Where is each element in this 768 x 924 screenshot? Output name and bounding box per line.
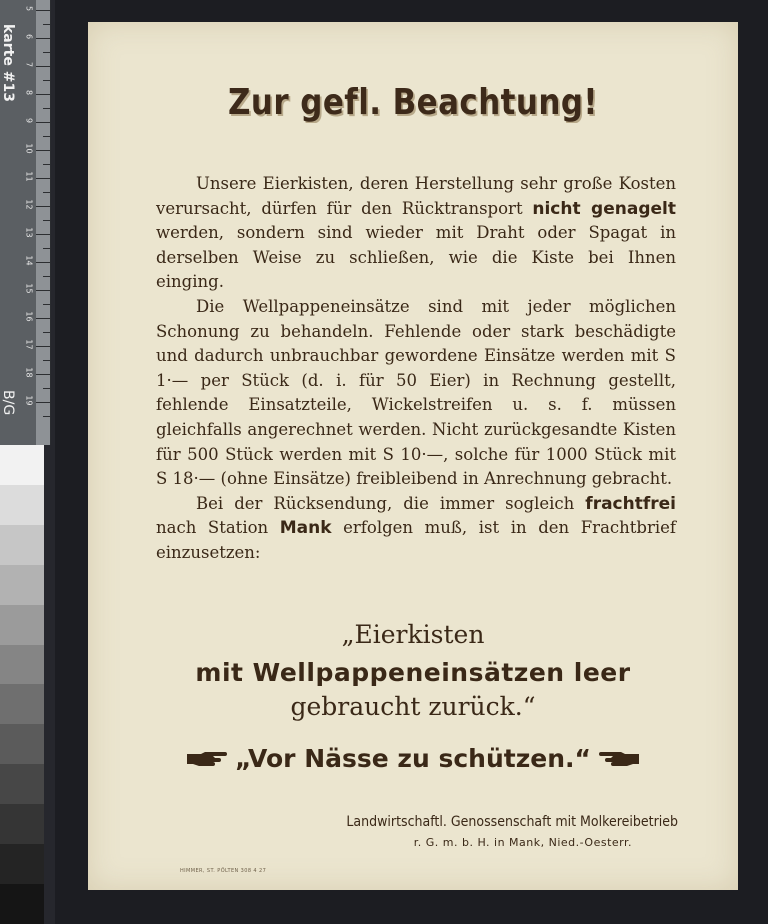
quote-line-2: mit Wellpappeneinsätzen leer [195, 658, 631, 687]
ruler-number: 5 [24, 5, 34, 12]
ruler-number: 13 [24, 227, 34, 238]
ruler-minor-tick [43, 416, 50, 417]
ruler-minor-tick [43, 388, 50, 389]
ruler-number: 19 [24, 395, 34, 406]
poster [88, 22, 738, 890]
ruler-number: 10 [24, 143, 34, 154]
p3-bold-frachtfrei: frachtfrei [585, 493, 676, 514]
paragraph-1 [156, 172, 676, 295]
gray-patch [0, 645, 44, 685]
warning-line [88, 744, 738, 773]
ruler-number: 6 [24, 33, 34, 40]
grayscale-card [0, 445, 44, 924]
ruler-minor-tick [43, 24, 50, 25]
ruler-tick [36, 94, 50, 95]
warning-text: „Vor Nässe zu schützen.“ [235, 744, 591, 773]
ruler-tick [36, 10, 50, 11]
ruler-minor-tick [43, 220, 50, 221]
ruler-minor-tick [43, 136, 50, 137]
p3-text-e: erfolgen muß, ist in den Frachtbrief einzusetzen: [156, 518, 677, 562]
gray-patch [0, 884, 44, 924]
gray-patch [0, 844, 44, 884]
ruler-tick [36, 234, 50, 235]
ruler-tick [36, 38, 50, 39]
printer-imprint: HIMMER, ST. PÖLTEN 308 4 27 [180, 868, 267, 874]
p1-text-c: werden, sondern sind wieder mit Draht oder Spagat in derselben Weise zu schließen, wie die Kiste bei Ihnen einging. [156, 223, 676, 292]
signature-location: r. G. m. b. H. in Mank, Nied.-Oesterr. [413, 836, 632, 849]
ruler-tick [36, 346, 50, 347]
gray-patch [0, 605, 44, 645]
ruler-tick [36, 262, 50, 263]
poster-body [156, 172, 676, 566]
ruler-minor-tick [43, 248, 50, 249]
ruler-number: 15 [24, 283, 34, 294]
ruler-tick [36, 150, 50, 151]
gray-patch [0, 525, 44, 565]
ruler-number: 8 [24, 89, 34, 96]
p1-bold: nicht genagelt [532, 198, 676, 219]
paragraph-3 [156, 492, 676, 566]
p3-bold-mank: Mank [279, 518, 332, 539]
gray-patch [0, 724, 44, 764]
ruler-tick [36, 66, 50, 67]
p3-text-c: nach Station [156, 518, 280, 538]
ruler-number: 14 [24, 255, 34, 266]
quote-line-3: gebraucht zurück.“ [290, 692, 536, 721]
ruler-minor-tick [43, 192, 50, 193]
ruler-number: 12 [24, 199, 34, 210]
ruler-minor-tick [43, 108, 50, 109]
ruler-minor-tick [43, 332, 50, 333]
paragraph-2: Die Wellpappeneinsätze sind mit jeder möglichen Schonung zu behandeln. Fehlende oder stark beschädigte und dadurch unbrauchbar gewordene Einsätze werden mit S 1·— per Stück (d. i. für 50 Eier) in Rechnung gestellt, fehlende Einsatzteile, Wickelstreifen u. s. f. müssen gleichfalls angerechnet werden. Nicht zurückgesandte Kisten für 500 Stück werden mit S 10·—, solche für 1000 Stück mit S 18·— (ohne Einsätze) freibleibend in Anrechnung gebracht. [156, 296, 676, 489]
ruler-number: 16 [24, 311, 34, 322]
pointing-hand-right-icon [185, 750, 229, 768]
ruler-minor-tick [43, 276, 50, 277]
p3-text-a: Bei der Rücksendung, die immer sogleich [196, 493, 586, 513]
ruler-tick [36, 178, 50, 179]
poster-title: Zur gefl. Beachtung! [228, 82, 598, 123]
ruler-number: 17 [24, 339, 34, 350]
gray-patch [0, 565, 44, 605]
ruler-minor-tick [43, 52, 50, 53]
gray-patch [0, 684, 44, 724]
gray-patch [0, 764, 44, 804]
ruler-tick [36, 290, 50, 291]
ruler-number: 11 [24, 171, 34, 182]
ruler-minor-tick [43, 80, 50, 81]
quote-line-1: „Eierkisten [341, 620, 485, 649]
ruler-tick [36, 318, 50, 319]
ruler-bottom-label: B/G [0, 390, 16, 416]
ruler-tick [36, 374, 50, 375]
ruler-tick [36, 206, 50, 207]
ruler-tick [36, 402, 50, 403]
ruler-tick [36, 122, 50, 123]
ruler-label: karte #13 [0, 24, 16, 102]
pointing-hand-left-icon [597, 750, 641, 768]
gray-patch [0, 485, 44, 525]
p1-text-a: Unsere Eierkisten, deren Herstellung sehr große Kosten verursacht, dürfen für den Rücktransport [156, 174, 676, 218]
ruler-number: 9 [24, 117, 34, 124]
ruler-number: 18 [24, 367, 34, 378]
gray-patch [0, 445, 44, 485]
ruler-minor-tick [43, 360, 50, 361]
ruler-minor-tick [43, 164, 50, 165]
ruler-number: 7 [24, 61, 34, 68]
measurement-ruler [0, 0, 51, 445]
signature-cooperative: Landwirtschaftl. Genossenschaft mit Molkereibetrieb [346, 814, 678, 830]
ruler-minor-tick [43, 304, 50, 305]
gray-patch [0, 804, 44, 844]
